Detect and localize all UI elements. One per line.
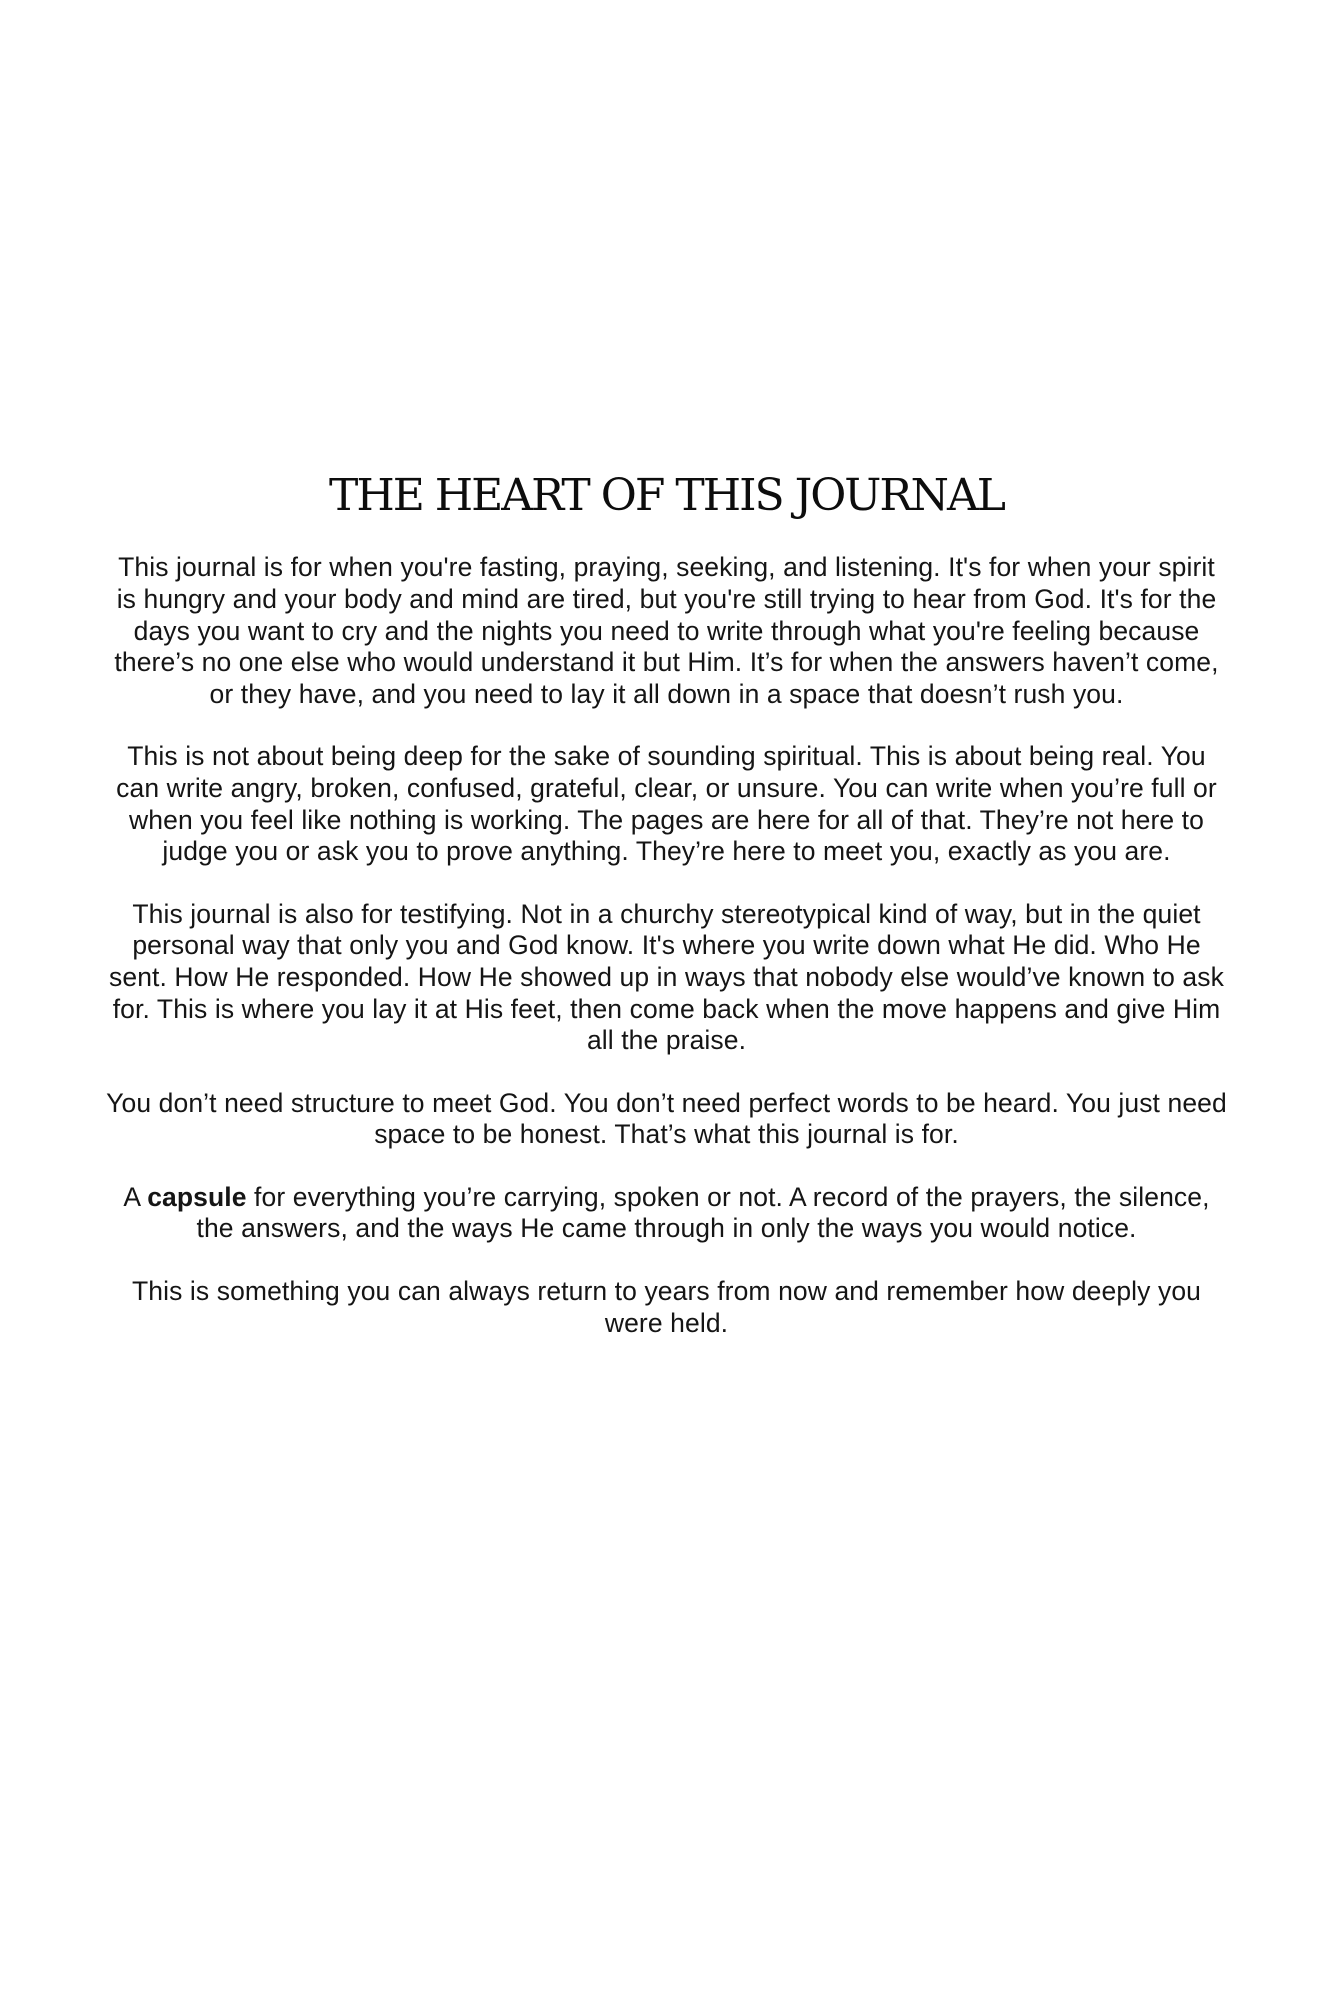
paragraph-space-to-be-honest: You don’t need structure to meet God. You don’t need perfect words to be heard. You just need space to be honest. That’s what this journal is for. — [106, 1087, 1227, 1150]
paragraph-be-real: This is not about being deep for the sake of sounding spiritual. This is about being real. You can write angry, broken, confused, grateful, clear, or unsure. You can write when you’re full or when you feel like nothing is working. The pages are here for all of that. They’re not here to judge you or ask you to prove anything. They’re here to meet you, exactly as you are. — [116, 741, 1217, 867]
paragraph-purpose: This journal is for when you're fasting, praying, seeking, and listening. It's for when your spirit is hungry and your body and mind are tired, but you're still trying to hear from God. It's for the days you want to cry and the nights you need to write through what you're feeling because there’s no one else who would understand it but Him. It’s for when the answers haven’t come, or they have, and you need to lay it all down in a space that doesn’t rush you. — [114, 552, 1219, 709]
paragraph-testifying: This journal is also for testifying. Not in a churchy stereotypical kind of way, but in the quiet personal way that only you and God know. It's where you write down what He did. Who He sent. How He responded. How He showed up in ways that nobody else would’ve known to ask for. This is where you lay it at His feet, then come back when the move happens and give Him all the praise. — [109, 898, 1224, 1056]
paragraph-closing: This is something you can always return to years from now and remember how deeply you were held. — [132, 1276, 1201, 1338]
page-content — [106, 472, 1227, 1370]
capsule-prefix: A — [123, 1181, 148, 1212]
capsule-suffix: for everything you’re carrying, spoken or not. A record of the prayers, the silence, the answers, and the ways He came through in only the ways you would notice. — [196, 1181, 1210, 1244]
paragraph-capsule — [106, 1182, 1227, 1245]
page-title: THE HEART OF THIS JOURNAL — [328, 470, 1004, 521]
capsule-bold-word: capsule — [147, 1181, 247, 1212]
